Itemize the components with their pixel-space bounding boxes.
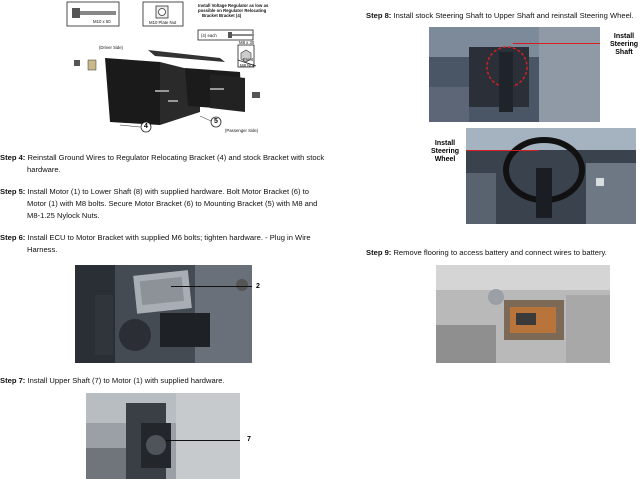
callout-5: 5 [214, 118, 218, 125]
step-9-text: Remove flooring to access battery and connect wires to battery. [393, 248, 607, 257]
battery-photo [436, 265, 610, 363]
step-4 [0, 152, 340, 176]
step-8-shaft-callout: Install Steering Shaft [609, 33, 638, 56]
step-5-number: Step 5: [0, 187, 26, 196]
step-6-text-2: Harness. [27, 245, 58, 254]
regulator-note-1: Install Voltage Regulator as low as [198, 3, 269, 8]
step-4-number: Step 4: [0, 153, 26, 162]
nut2-label: M8 Nut [240, 63, 254, 68]
nut-label: M10 Plate Nut [149, 20, 177, 25]
steering-wheel-photo [466, 128, 636, 224]
bolt-label: M10 x 50 [93, 19, 111, 24]
step-5-text-3: M8-1.25 Nylock Nuts. [27, 211, 100, 220]
step-9-number: Step 9: [366, 248, 392, 257]
step-6-text: Install ECU to Motor Bracket with supplied M6 bolts; tighten hardware. - Plug in Wire [27, 233, 311, 242]
step-7 [0, 375, 340, 387]
bolt2-label: M8 x 30 [239, 40, 255, 45]
step-5 [0, 186, 340, 222]
step-9-photo [436, 265, 610, 363]
bracket-diagram [60, 0, 290, 138]
step-6-number: Step 6: [0, 233, 26, 242]
step-7-callout: 7 [247, 436, 251, 443]
regulator-note-2: possible on Regulator Relocating [198, 8, 267, 13]
step-7-text: Install Upper Shaft (7) to Motor (1) with supplied hardware. [27, 376, 225, 385]
callout-4: 4 [144, 123, 148, 130]
step-7-number: Step 7: [0, 376, 26, 385]
step-7-callout-line [166, 440, 240, 441]
each-label: (4) each [201, 33, 217, 38]
step-6 [0, 232, 340, 256]
step-4-text-2: hardware. [27, 165, 61, 174]
regulator-note-3: Bracket Bracket (4) [202, 13, 242, 18]
steering-shaft-photo [429, 27, 600, 122]
step-8-wheel-callout: Install Steering Wheel [430, 140, 459, 163]
step-8-wheel-callout-line [466, 150, 538, 151]
upper-shaft-photo [86, 393, 240, 479]
step-8-text: Install stock Steering Shaft to Upper Shaft and reinstall Steering Wheel. [393, 11, 634, 20]
step-8-number: Step 8: [366, 11, 392, 20]
step-7-photo [86, 393, 240, 479]
step-6-callout-line [171, 286, 252, 287]
step-9 [366, 247, 640, 259]
step-5-text: Install Motor (1) to Lower Shaft (8) with supplied hardware. Bolt Motor Bracket (6) to [27, 187, 309, 196]
step-6-photo [75, 265, 252, 363]
front-label: Front [243, 57, 254, 62]
step-5-text-2: Motor (1) with M8 bolts. Secure Motor Bracket (6) to Mounting Bracket (5) with M8 and [27, 199, 318, 208]
driver-side-label: (Driver Side) [99, 45, 124, 50]
ecu-photo [75, 265, 252, 363]
passenger-side-label: (Passenger Side) [225, 128, 259, 133]
step-4-text: Reinstall Ground Wires to Regulator Relocating Bracket (4) and stock Bracket with stock [27, 153, 325, 162]
step-8-photo-shaft [429, 27, 600, 122]
step-8-photo-wheel [466, 128, 636, 224]
step-6-callout: 2 [256, 283, 260, 290]
step-8 [366, 10, 640, 22]
step-8-callout-line [513, 43, 600, 44]
